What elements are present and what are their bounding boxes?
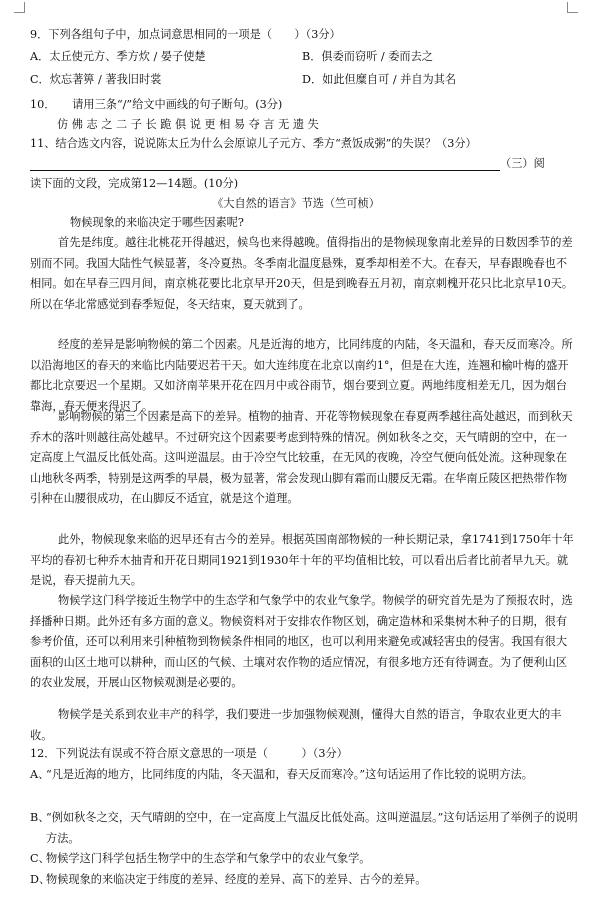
q12-option-a-text: “凡是近海的地方，比同纬度的内陆，冬天温和，春天反而寒冷。”这句话运用了作比较的说明方法。 xyxy=(46,768,533,781)
q12-option-d-label: D、 xyxy=(30,873,51,886)
q12-option-a xyxy=(30,764,578,785)
q10-sentence: 仿 佛 志 之 二 子 长 跪 俱 说 更 相 易 夺 言 无 遗 失 xyxy=(57,118,319,131)
q11-tail: （三）阅 xyxy=(500,157,545,170)
q9-stem: 9．下列各组句子中，加点词意思相同的一项是（ ）（3分） xyxy=(30,28,341,41)
paragraph-3: 影响物候的第三个因素是高下的差异。植物的抽青、开花等物候现象在春夏两季越往高处越迟，而到秋天乔木的落叶则越往高处越早。不过研究这个因素要考虑到特殊的情况。例如秋冬之交，天气晴朗的空中，在一定高度上气温反比低处高。这叫逆温层。由于冷空气比较重，在无风的夜晚，冷空气便向低处流。这种现象在山地秋冬两季，特别是这两季的早晨，极为显著，常会发现山脚有霜而山腰反无霜。在华南丘陵区把热带作物引种在山腰很成功，在山脚反不适宜，就是这个道理。 xyxy=(30,410,573,506)
paragraph-4: 此外，物候现象来临的迟早还有古今的差异。根据英国南部物候的一种长期记录，拿1741到1750年十年平均的春初七种乔木抽青和开花日期同1921到1930年十年的平均值相比较，可以看出后者比前者早九天。就是说，春天提前九天。 xyxy=(30,533,574,588)
q12-option-d-text: 物候现象的来临决定于纬度的差异、经度的差异、高下的差异、古今的差异。 xyxy=(46,873,427,886)
paragraph-2: 经度的差异是影响物候的第二个因素。凡是近海的地方，比同纬度的内陆，冬天温和，春天反而寒冷。所以沿海地区的春天的来临比内陆要迟若干天。如大连纬度在北京以南约1°，但是在大连，连翘和榆叶梅的盛开都比北京要迟一个星期。又如济南苹果开花在四月中或谷雨节，烟台要到立夏。两地纬度相差无几，因为烟台靠海，春天便来得迟了。 xyxy=(30,338,573,413)
q12-option-b-label: B、 xyxy=(30,811,50,824)
q12-option-c xyxy=(30,848,578,869)
q12-option-c-text: 物候学这门科学包括生物学中的生态学和气象学中的农业气象学。 xyxy=(46,852,371,865)
q11-stem: 11、结合选文内容，说说陈太丘为什么会原谅儿子元方、季方“煮饭成粥”的失误？（3分） xyxy=(30,137,477,150)
reading-question: 物候现象的来临决定于哪些因素呢? xyxy=(70,216,244,229)
q9-option-b: B．俱委而窃听 / 委而去之 xyxy=(302,50,433,63)
q10-stem: 10． 请用三条“/”给文中画线的句子断句。(3分) xyxy=(30,98,283,111)
q11-answer-row xyxy=(30,157,578,171)
reading-intro: 读下面的文段，完成第12—14题。(10分) xyxy=(30,177,239,190)
paragraph-1: 首先是纬度。越往北桃花开得越迟，候鸟也来得越晚。值得指出的是物候现象南北差异的日数因季节的差别而不同。我国大陆性气候显著，冬冷夏热。冬季南北温度悬殊，夏季却相差不大。在春天，早春跟晚春也不相同。如在早春三四月间，南京桃花要比北京早开20天，但是到晚春五月初，南京刺槐开花只比北京早10天。所以在华北常感觉到春季短促，冬天结束，夏天就到了。 xyxy=(30,236,574,311)
paragraph-5: 物候学这门科学接近生物学中的生态学和气象学中的农业气象学。物候学的研究首先是为了预报农时，选择播种日期。此外还有多方面的意义。物候资料对于安排农作物区划，确定造林和采集树木种子的日期，很有参考价值，还可以利用来引种植物到物候条件相同的地区，也可以利用来避免或减轻害虫的侵害。我国有很大面积的山区土地可以耕种，而山区的气候、土壤对农作物的适应情况，有很多地方还有待调查。为了便利山区的农业发展，开展山区物候观测是必要的。 xyxy=(30,594,573,690)
q12-option-c-label: C、 xyxy=(30,852,50,865)
crop-mark-right xyxy=(567,2,578,13)
crop-mark-left xyxy=(14,2,25,13)
q9-option-c: C．炊忘著箅 / 著我旧时裳 xyxy=(30,73,162,86)
q12-option-d xyxy=(30,869,578,890)
q12-stem: 12．下列说法有误或不符合原文意思的一项是（ ）（3分） xyxy=(30,747,348,760)
q11-answer-line xyxy=(30,158,500,171)
q12-option-b-text: “例如秋冬之交，天气晴朗的空中，在一定高度上气温反比低处高。这叫逆温层。”这句话运用了举例子的说明方法。 xyxy=(46,811,578,845)
q9-option-d: D．如此但糜自可 / 并自为其名 xyxy=(302,73,457,86)
q12-option-b xyxy=(30,807,578,849)
q9-option-a: A．太丘使元方、季方炊 / 晏子使楚 xyxy=(30,50,206,63)
paragraph-6: 物候学是关系到农业丰产的科学，我们要进一步加强物候观测，懂得大自然的语言，争取农业更大的丰收。 xyxy=(30,708,562,742)
reading-title: 《大自然的语言》节选（竺可桢） xyxy=(212,197,380,210)
q12-option-a-label: A、 xyxy=(30,768,50,781)
